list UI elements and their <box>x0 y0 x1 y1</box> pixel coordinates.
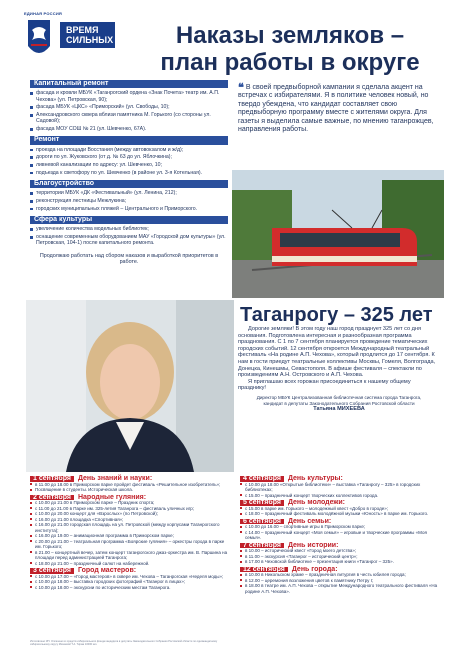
candidate-portrait <box>26 300 234 472</box>
section-roads <box>30 136 228 176</box>
article-heading: Таганрогу – 325 лет <box>240 304 433 326</box>
day-date: 3 сентября <box>30 568 74 574</box>
day-block <box>30 568 230 590</box>
day-date: 4 сентября <box>240 476 284 482</box>
quote-mark-icon: ❝ <box>238 82 244 94</box>
intro-text <box>238 84 438 134</box>
list-item: фасада МБУК «ЦКС» «Приморский» (ул. Свободы, 10); <box>30 104 228 110</box>
day-block <box>240 476 440 498</box>
badge-line1: ВРЕМЯ <box>66 25 99 35</box>
day-title: День молодежи: <box>287 499 345 506</box>
event-item: в 10.00 в Никольском храме – праздничная литургия в честь юбилея города; <box>240 572 440 578</box>
event-item: в 17.00 в Чеховской библиотеке – презентация книги «Таганрог – 325». <box>240 559 440 565</box>
day-title: День города: <box>291 565 338 573</box>
event-item: с 10.00 до 16.00 – спортивные игры в Приморском парке; <box>240 524 440 530</box>
tram-photo <box>232 170 444 298</box>
intro-paragraph: В своей предвыборной кампании я сделала акцент на встречах с избирателями. Я в политике человек новый, но твердо убеждена, что кандидат составляет свою предвыборную программу вместе с жителями округа. Для газеты я выделила самые важные, по мнению таганрожцев, направления работы. <box>238 84 434 134</box>
section-heading: Благоустройство <box>30 180 228 188</box>
logo-caption: ЕДИНАЯ РОССИЯ <box>24 11 63 16</box>
event-item: в 21.00 – концертный вечер, затем концерт таганрогского джаз-оркестра им. В. Паршина на площади перед администрацией Таганрога; <box>30 550 230 561</box>
signature-line2: кандидат в депутаты Законодательного Собрания Ростовской области <box>263 400 415 406</box>
slogan-badge <box>60 22 115 48</box>
event-item: с 11.00 до 21.00 в Парке им. 325-летия Таганрога – фестиваль уличных игр; <box>30 506 230 512</box>
event-item: Посвящение в студенты. Историческая школа. <box>30 487 230 493</box>
event-item: с 14.00 – праздничный концерт «Моя семья» – игровые и творческие программы «Моя семья». <box>240 530 440 541</box>
day-date: 7 сентября <box>240 543 284 549</box>
day-title: День семьи: <box>287 517 332 525</box>
section-heading: Сфера культуры <box>30 216 228 224</box>
bear-logo-icon <box>26 18 52 62</box>
list-item: проезда на площади Восстания (между автовокзалом и ж/д); <box>30 147 228 153</box>
signature-line1: Директор МБУК Централизованная библиотечная система города Таганрога, <box>256 394 422 400</box>
list-item: территории МБУК «ДК «Фестивальный» (ул. Ленина, 212); <box>30 190 228 196</box>
event-item: с 10.00 до 18.00 – выставка городских фотографий «Таганрог в лицах»; <box>30 579 230 585</box>
title-line1: Наказы земляков – <box>175 22 405 49</box>
event-item: с 10.00 до 21.00 в Приморском парке – Праздник спорта; <box>30 500 230 506</box>
day-date: 6 сентября <box>240 519 284 525</box>
list-item: Александровского сквера вблизи памятника М. Горького (со стороны ул. Садовой); <box>30 112 228 125</box>
list-item: фасада и кровли МБУК «Таганрогский ордена «Знак Почета» театр им. А.П. Чехова» (ул. Петровская, 90); <box>30 90 228 103</box>
event-item: в 10.00 – исторический квест «Город моего детства»; <box>240 548 440 554</box>
list-item: оснащение современным оборудованием МАУ «Городской дом культуры» (ул. Петровская, 104-1) после капитального ремонта. <box>30 234 228 247</box>
list-item: реконструкция лестницы Межлукина; <box>30 198 228 204</box>
list-item: городских муниципальных пляжей – Центрального и Приморского. <box>30 206 228 212</box>
footnote: Продолжаю работать над сбором наказов и выработкой приоритетов в работе. <box>39 252 219 266</box>
badge-line2: СИЛЬНЫХ <box>66 35 114 45</box>
day-block <box>30 476 230 493</box>
schedule-right <box>240 474 440 594</box>
event-item: с 18.00 до 21.00 – праздничный салют на набережной. <box>30 561 230 567</box>
schedule-left <box>30 474 230 590</box>
signature-name: Татьяна МИХЕЕВА <box>313 406 365 413</box>
day-block <box>30 495 230 567</box>
event-item: с 10.00 до 18.00 «Открытые библиотеки» – выставка «Таганрогу – 325» в городских библиотеках; <box>240 482 440 493</box>
event-item: в 18.00 в театре им. А.П. Чехова – открытие Международного театрального фестиваля «На родине А.П. Чехова». <box>240 583 440 594</box>
section-culture <box>30 216 228 247</box>
day-date: 12 сентября <box>240 567 288 573</box>
day-date: 5 сентября <box>240 500 284 506</box>
list-item: дороги по ул. Жуковского (от д. № 63 до ул. Яблочкина); <box>30 154 228 160</box>
event-item: в 11.00 до 18.00 в Приморском парке пройдет фестиваль «Решительное изобретатель»; <box>30 482 230 488</box>
day-block <box>240 543 440 565</box>
event-item: с 10.00 до 17.00 – «Город мастеров» в сквере им. Чехова – Таганрогская «Неделя моды»; <box>30 574 230 580</box>
day-date: 2 сентября <box>30 495 74 501</box>
event-item: с 10.00 до 20.00 концерт для «Взрослых» (по Петровской); <box>30 511 230 517</box>
section-heading: Ремонт <box>30 136 228 144</box>
event-item: с 10.00 до 18.00 – экскурсии по историческим местам Таганрога. <box>30 585 230 591</box>
event-item: с 18.00 – праздничный фестиваль молодёжной музыки «Юность» в парке им. Горького. <box>240 511 440 517</box>
title-line2: план работы в округе <box>160 49 420 76</box>
day-date: 1 сентября <box>30 476 74 482</box>
event-item: с 16.00 до 21.00 городская площадь на ул. Петровской (между корпусами Таганрогского института); <box>30 522 230 533</box>
event-item: с 15.00 в парке им. Горького – молодежный квест «Добро в городе»; <box>240 506 440 512</box>
event-item: в 12.00 – церемония возложения цветов к памятнику Петру I; <box>240 578 440 584</box>
event-item: с 20.00 до 21.00 – театральная программа «Боярские гуляния» – оркестры города в парке им. Горького; <box>30 539 230 550</box>
day-block <box>240 567 440 595</box>
list-item: увеличение количества модельных библиотек; <box>30 226 228 232</box>
day-title: Народные гуляния: <box>77 493 147 501</box>
left-column <box>30 80 228 266</box>
event-item: в 11.00 – экскурсия «Таганрог – исторический центр»; <box>240 554 440 560</box>
event-item: с 16.00 до 19.00 – анимационная программа в Приморском парке; <box>30 533 230 539</box>
list-item: подъезда к светофору по ул. Шевченко (в районе ул. 3-я Котельная). <box>30 170 228 176</box>
section-landscaping <box>30 180 228 212</box>
event-item: с 15.00 – праздничный концерт творческих коллективов города. <box>240 493 440 499</box>
article-paragraph: Дорогие земляки! В этом году наш город празднует 325 лет со дня основания. Подготовлена интересная и разнообразная программа празднования. С 1 по 7 сентября планируется проведение тематических городских событий. 12 сентября откроется Международный театральный фестиваль «На родине А.П. Чехова», который продлится до 17 сентября. К нам в гости приедут театральные коллективы Москвы, Гомеля, Волгограда, Донецка, Кинешмы, Севастополя. В афише фестиваля – спектакли по произведениям А.Н. Островского и А.П. Чехова. <box>238 326 436 379</box>
page-title <box>120 22 460 76</box>
day-block <box>240 519 440 541</box>
day-title: День культуры: <box>287 475 343 482</box>
day-title: День знаний и науки: <box>77 475 153 482</box>
day-title: Город мастеров: <box>77 567 137 574</box>
section-heading: Капитальный ремонт <box>30 80 228 88</box>
article-paragraph: Я приглашаю всех горожан присоединиться к нашему общему празднику! <box>238 378 411 392</box>
event-item: с 16.00 до 21.00 площадка «Спортивная»; <box>30 517 230 523</box>
day-title: День истории: <box>287 541 339 549</box>
article-body <box>238 326 440 413</box>
section-repair <box>30 80 228 132</box>
fine-print: Изготовлено ИП. Оплачено из средств избирательного фонда кандидата в депутаты Законодательного Собрания Ростовской области по одномандатному избирательному округу Михеевой Т.А. Тираж 10000 экз. <box>30 640 218 647</box>
list-item: фасада МОУ СОШ № 21 (ул. Шевченко, 67А). <box>30 126 228 132</box>
list-item: ливневой канализации по адресу: ул. Шевченко, 10; <box>30 162 228 168</box>
signature <box>238 395 440 413</box>
day-block <box>240 500 440 517</box>
